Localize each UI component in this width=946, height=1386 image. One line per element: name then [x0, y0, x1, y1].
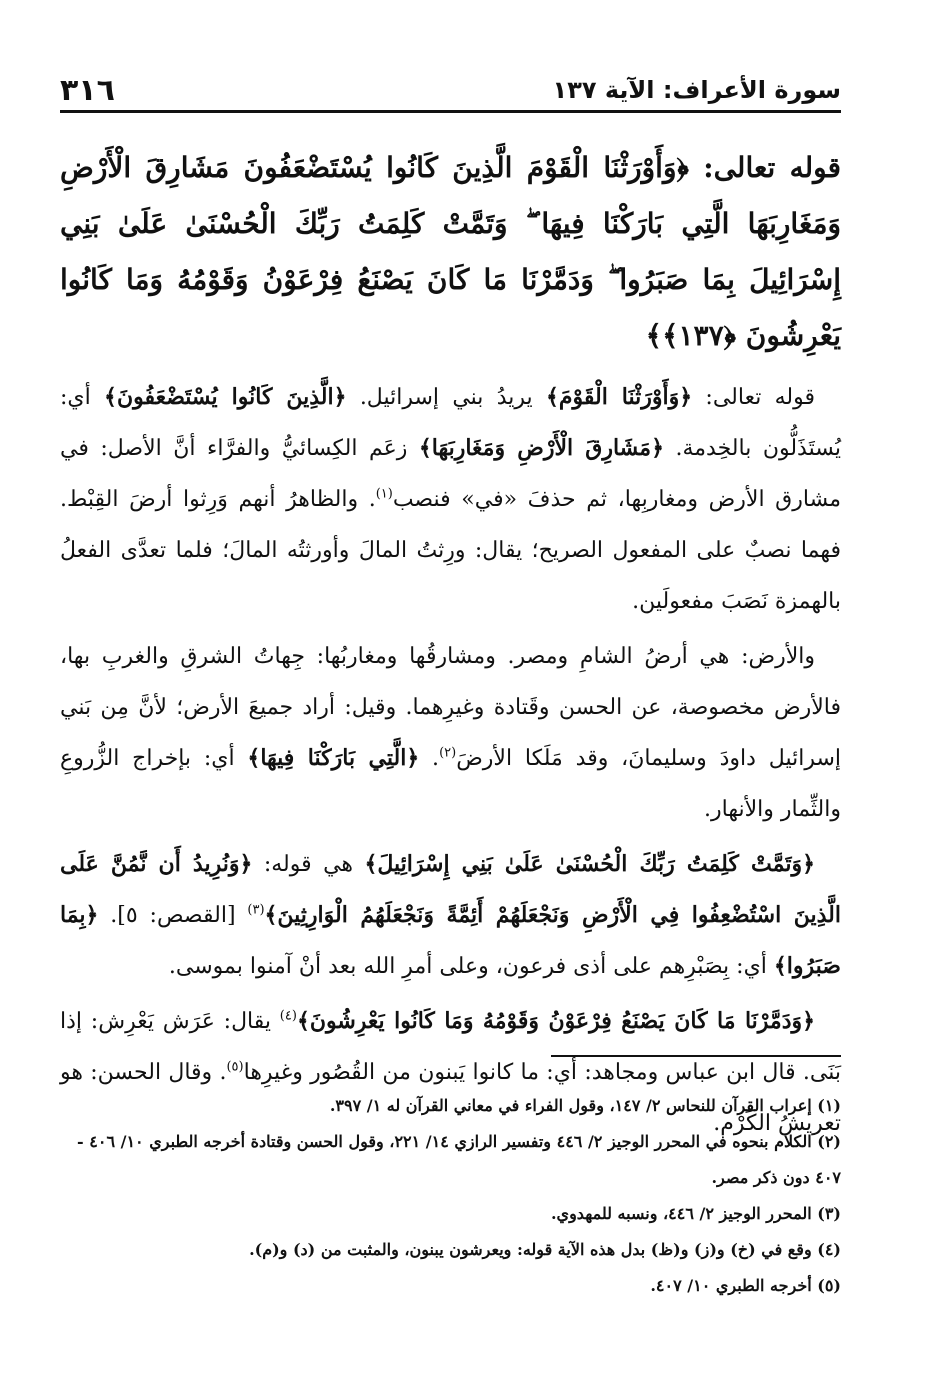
verse-text: ﴿وَأَوْرَثْنَا الْقَوْمَ الَّذِينَ كَانُوا يُسْتَضْعَفُونَ مَشَارِقَ الْأَرْضِ وَمَغَارِبَهَا الَّتِي بَارَكْنَا فِيهَا ۖ وَتَمَّتْ كَلِمَتُ رَبِّكَ الْحُسْنَىٰ عَلَىٰ بَنِي إِسْرَائِيلَ بِمَا صَبَرُوا ۖ وَدَمَّرْنَا مَا كَانَ يَصْنَعُ فِرْعَوْنُ وَقَوْمُهُ وَمَا كَانُوا يَعْرِشُونَ ﴿١٣٧﴾﴾ [60, 151, 841, 352]
footnote: (٥) أخرجه الطبري ١٠/ ٤٠٧. [650, 1276, 841, 1295]
commentary [60, 372, 841, 1149]
quran-quote: ﴿وَدَمَّرْنَا مَا كَانَ يَصْنَعُ فِرْعَوْنُ وَقَوْمُهُ وَمَا كَانُوا يَعْرِشُونَ﴾ [296, 1008, 816, 1034]
footnote-separator [551, 1055, 841, 1057]
footnotes [60, 1088, 841, 1304]
text-segment: قوله تعالى: [692, 385, 816, 410]
text-segment: والأرض: هي أرضُ الشامِ ومصر. ومشارقُها ومغاربُها: جِهاتُ الشرقِ والغربِ بها، فالأرض مخصوصة، عن الحسن وقَتادة وغيرِهما. وقيل: أراد جميعَ الأرض؛ لأنَّ مِن بَني إسرائيل داودَ وسليمانَ، وقد مَلَكا الأرضَ [60, 644, 841, 771]
footnote: (٢) الكلام بنحوه في المحرر الوجيز ٢/ ٤٤٦ وتفسير الرازي ١٤/ ٢٢١، وقول الحسن وقتادة أخرجه الطبري ١٠/ ٤٠٦ - ٤٠٧ دون ذكر مصر. [77, 1132, 841, 1187]
quran-quote: ﴿مَشَارِقَ الْأَرْضِ وَمَغَارِبَهَا﴾ [418, 435, 664, 461]
main-text [60, 140, 841, 1153]
verse-block [60, 140, 841, 364]
commentary-paragraph [60, 372, 841, 627]
running-header [60, 70, 841, 113]
footnote: (٣) المحرر الوجيز ٢/ ٤٤٦، ونسبه للمهدوي. [550, 1204, 841, 1223]
footnote-ref: (٤) [279, 1008, 297, 1024]
quran-quote: ﴿الَّذِينَ كَانُوا يُسْتَضْعَفُونَ﴾ [104, 384, 347, 410]
text-segment: أي: بِصَبْرِهم على أذى فرعون، وعلى أمرِ الله بعد أنْ آمنوا بموسى. [168, 954, 774, 979]
footnote-ref: (٥) [226, 1059, 244, 1075]
commentary-paragraph [60, 631, 841, 835]
page-number: ٣١٦ [60, 72, 115, 108]
text-segment: . وقال الحسن: هو تعريشُ الكَرْم. [60, 1060, 841, 1136]
footnote-ref: (٣) [247, 902, 265, 918]
text-segment: زعَم الكِسائيُّ والفرَّاء أنَّ الأصل: في مشارق الأرض ومغاربِها، ثم حذفَ «في» فنصب [60, 436, 841, 512]
commentary-paragraph [60, 839, 841, 992]
text-segment: يريدُ بني إسرائيل. [346, 385, 546, 410]
quran-quote: ﴿الَّتِي بَارَكْنَا فِيهَا﴾ [247, 745, 420, 771]
surah-title: سورة الأعراف: الآية ١٣٧ [552, 76, 841, 104]
quran-quote: ﴿وَأَوْرَثْنَا الْقَوْمَ﴾ [545, 384, 693, 410]
text-segment: يقال: عَرَش يَعْرِش: إذا بَنَى. قال ابن عباس ومجاهد: أي: ما كانوا يَبنون من القُصُور وغيرِها [60, 1009, 841, 1085]
text-segment: هي قوله: [252, 852, 365, 877]
text-segment: . [419, 746, 440, 771]
verse-intro: قوله تعالى: [703, 151, 841, 184]
text-segment: . والظاهرُ أنهم وَرِثوا أرضَ القِبْط. فهما نصبٌ على المفعول الصريح؛ يقال: ورِثتُ المالَ وأورثتُه المالَ؛ فلما تعدَّى الفعلُ بالهمزة نَصَبَ مفعولَين. [60, 487, 841, 614]
quran-quote: ﴿وَنُرِيدُ أَن نَّمُنَّ عَلَى الَّذِينَ اسْتُضْعِفُوا فِي الْأَرْضِ وَنَجْعَلَهُمْ أَئِمَّةً وَنَجْعَلَهُمُ الْوَارِثِينَ﴾ [60, 851, 841, 928]
footnote-ref: (٢) [439, 745, 457, 761]
footnote: (٤) وقع في (خ) و(ز) و(ظ) بدل هذه الآية قوله: ويعرشون يبنون، والمثبت من (د) و(م). [249, 1240, 841, 1259]
footnote: (١) إعراب القرآن للنحاس ٢/ ١٤٧، وقول الفراء في معاني القرآن له ١/ ٣٩٧. [329, 1096, 841, 1115]
text-segment: [القصص: ٥]. [98, 903, 248, 928]
text-segment: أي: بإخراج الزُّروعِ والثِّمار والأنهار. [60, 746, 841, 822]
text-segment: أي: يُستَذَلُّون بالخِدمة. [60, 385, 841, 461]
footnote-ref: (١) [375, 486, 393, 502]
quran-quote: ﴿وَتَمَّتْ كَلِمَتُ رَبِّكَ الْحُسْنَىٰ عَلَىٰ بَنِي إِسْرَائِيلَ﴾ [364, 851, 816, 877]
quran-quote: ﴿بِمَا صَبَرُوا﴾ [60, 902, 841, 979]
